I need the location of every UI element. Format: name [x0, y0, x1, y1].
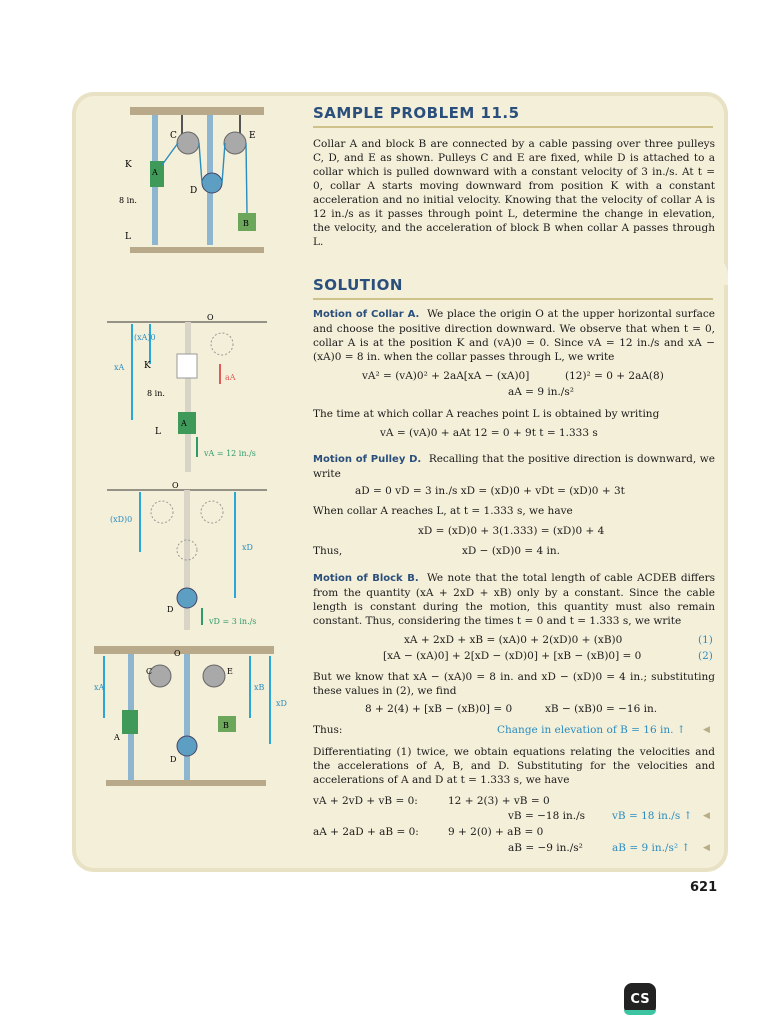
page-number: 621: [690, 880, 718, 895]
label-k: K: [125, 160, 132, 170]
acceleration-eq-1: 9 + 2(0) + aB = 0: [448, 826, 544, 838]
label-o: O: [172, 481, 179, 490]
block-b-text2: But we know that xA − (xA)0 = 8 in. and xD − (xD)0 = 4 in.; substituting these values in (2), we find: [313, 671, 715, 697]
label-a: A: [181, 419, 187, 428]
scanner-badge-icon: CS: [624, 983, 656, 1015]
block-b-eq2: [xA − (xA)0] + 2[xD − (xD)0] + [xB − (xB)0] = 0: [383, 650, 642, 662]
label-b: B: [243, 219, 249, 228]
label-xb: xB: [254, 683, 265, 692]
pulley-d-thus: Thus,: [313, 545, 343, 557]
label-b: B: [223, 721, 229, 730]
block-b-eq2-number: (2): [698, 650, 713, 662]
pulley-d: [177, 588, 197, 608]
label-a: A: [114, 733, 120, 742]
ceiling-support: [130, 107, 264, 115]
pulley-d-text: Recalling that the positive direction is downward, we write: [313, 453, 715, 480]
label-xa: xA: [94, 683, 105, 692]
pulley-c: [149, 665, 171, 687]
figure-pulley-d: [92, 480, 272, 630]
label-e: E: [249, 131, 256, 141]
answer-velocity: vB = 18 in./s ↑: [612, 810, 693, 822]
pulley-e: [224, 132, 246, 154]
acceleration-eq-label: aA + 2aD + aB = 0:: [313, 826, 419, 838]
collar-a-initial: [177, 354, 197, 378]
solution-rule: [313, 298, 713, 300]
pulley-c: [177, 132, 199, 154]
collar-a-text: We place the origin O at the upper horizontal surface and choose the positive direction downward. We observe that when t = 0, collar A is at the position K and (vA)0 = 0. Since vA = 12 in./s and xA − (xA)0 = 8 in. when the collar passes through L, we write: [313, 308, 715, 363]
label-vd: vD = 3 in./s: [209, 617, 257, 626]
figure-collar-a: [92, 312, 272, 472]
label-d: D: [170, 755, 177, 764]
ceiling-support: [94, 646, 274, 654]
label-xa0: (xA)0: [134, 333, 156, 342]
collar-a-eq1-left: vA² = (vA)0² + 2aA[xA − (xA)0]: [362, 370, 530, 382]
label-k: K: [144, 361, 151, 371]
label-o: O: [207, 313, 214, 322]
pulley-d-paragraph: [313, 452, 715, 481]
collar-a-text2: The time at which collar A reaches point L is obtained by writing: [313, 408, 660, 420]
label-c: C: [170, 131, 177, 141]
label-8in: 8 in.: [119, 196, 137, 205]
block-b-heading: Motion of Block B.: [313, 573, 419, 584]
label-xd: xD: [242, 543, 253, 552]
answer-marker-icon: ◀: [703, 843, 710, 853]
block-b-eq1: xA + 2xD + xB = (xA)0 + 2(xD)0 + (xB)0: [404, 634, 623, 646]
floor-support: [130, 247, 264, 253]
answer-marker-icon: ◀: [703, 811, 710, 821]
label-xd: xD: [276, 699, 287, 708]
label-l: L: [125, 232, 131, 242]
label-d: D: [167, 605, 174, 614]
velocity-eq-1: 12 + 2(3) + vB = 0: [448, 795, 550, 807]
acceleration-eq-2: aB = −9 in./s²: [508, 842, 583, 854]
collar-a-eq2: aA = 9 in./s²: [508, 386, 574, 398]
pulley-d-eq2: xD = (xD)0 + 3(1.333) = (xD)0 + 4: [418, 525, 605, 537]
label-e: E: [227, 667, 233, 676]
collar-a: [122, 710, 138, 734]
answer-acceleration: aB = 9 in./s² ↑: [612, 842, 691, 854]
label-aa: aA: [225, 373, 236, 382]
pulley-e: [203, 665, 225, 687]
velocity-eq-2: vB = −18 in./s: [508, 810, 586, 822]
title-rule: [313, 126, 713, 128]
block-b-eq3-right: xB − (xB)0 = −16 in.: [545, 703, 658, 715]
block-b-paragraph: [313, 571, 715, 628]
block-b-text: We note that the total length of cable ACDEB differs from the quantity (xA + 2xD + xB) only by a constant. Since the cable length is constant during the motion, this quantity must also remain constant. Thus, considering the times t = 0 and t = 1.333 s, we write: [313, 572, 715, 627]
label-l: L: [155, 427, 161, 437]
block-b-text3: Differentiating (1) twice, we obtain equations relating the velocities and the accelerations of A, B, and D. Substituting for the velocities and accelerations of A and D at t = 1.333 s, we have: [313, 746, 715, 786]
label-xd0: (xD)0: [110, 515, 133, 524]
collar-a-heading: Motion of Collar A.: [313, 309, 420, 320]
problem-text: Collar A and block B are connected by a cable passing over three pulleys C, D, and E as shown. Pulleys C and E are fixed, while D is attached to a collar which is pulled downward with a constant velocity of 3 in./s. At t = 0, collar A starts moving downward from position K with a constant acceleration and no initial velocity. Knowing that the velocity of collar A is 12 in./s as it passes through point L, determine the change in elevation, the velocity, and the acceleration of block B when collar A passes through L.: [313, 138, 715, 248]
pulley-d-heading: Motion of Pulley D.: [313, 454, 422, 465]
figure-block-b: [92, 644, 292, 794]
pulley-d: [202, 173, 222, 193]
collar-a-eq3: vA = (vA)0 + aAt 12 = 0 + 9t t = 1.333 s: [380, 427, 598, 439]
block-b-thus: Thus:: [313, 724, 343, 736]
block-b-eq1-number: (1): [698, 634, 713, 646]
solution-title: SOLUTION: [313, 276, 403, 294]
collar-a-eq1-right: (12)² = 0 + 2aA(8): [565, 370, 664, 382]
figure-setup: [92, 105, 272, 260]
label-a: A: [152, 168, 158, 177]
label-c: C: [146, 667, 153, 676]
sample-problem-title: SAMPLE PROBLEM 11.5: [313, 104, 520, 122]
pulley-d-text2: When collar A reaches L, at t = 1.333 s, we have: [313, 505, 573, 517]
label-8in: 8 in.: [147, 389, 165, 398]
floor-support: [106, 780, 266, 786]
answer-change-elevation: Change in elevation of B = 16 in. ↑: [497, 724, 686, 736]
answer-marker-icon: ◀: [703, 725, 710, 735]
block-b-eq3-left: 8 + 2(4) + [xB − (xB)0] = 0: [365, 703, 513, 715]
collar-a-paragraph: [313, 307, 715, 364]
velocity-eq-label: vA + 2vD + vB = 0:: [313, 795, 418, 807]
label-xa: xA: [114, 363, 125, 372]
label-o: O: [174, 649, 181, 658]
pulley-d: [177, 736, 197, 756]
pulley-outline: [211, 333, 233, 355]
label-d: D: [190, 186, 198, 196]
pulley-d-eq1: aD = 0 vD = 3 in./s xD = (xD)0 + vDt = (xD)0 + 3t: [355, 485, 625, 497]
label-va: vA = 12 in./s: [204, 449, 256, 458]
pulley-d-eq3: xD − (xD)0 = 4 in.: [462, 545, 560, 557]
